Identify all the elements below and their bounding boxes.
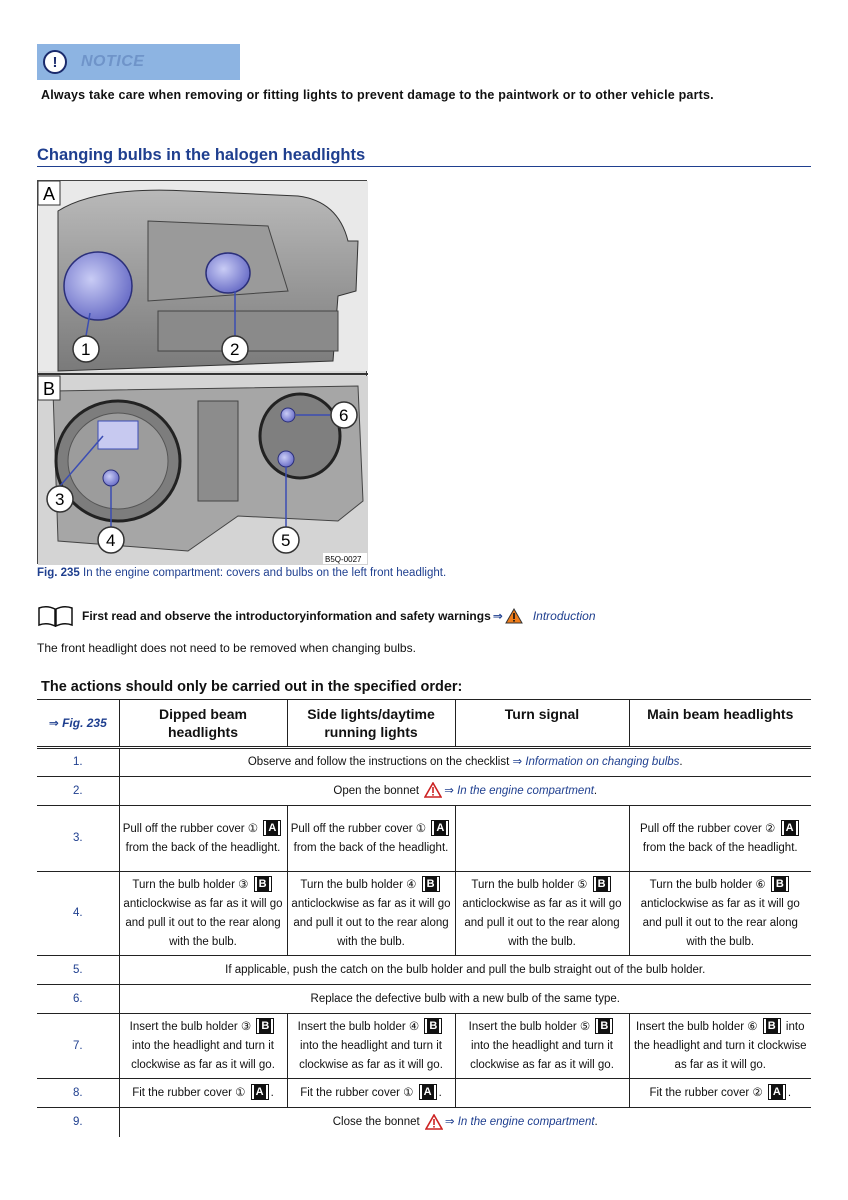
order-heading: The actions should only be carried out in the specified order: — [41, 679, 463, 695]
notice-text: Always take care when removing or fitting lights to prevent damage to the paintwork or to other vehicle parts. — [41, 88, 714, 102]
figure-ref: Fig. 235 — [37, 567, 80, 579]
steps-table — [37, 699, 811, 1137]
table-row — [37, 1079, 811, 1108]
warning-triangle-icon — [505, 608, 523, 624]
step-2-text: Open the bonnet — [333, 784, 423, 797]
cell-text: Insert the bulb holder ③ — [129, 1020, 252, 1033]
figure-caption-text: In the engine compartment: covers and bulbs on the left front headlight. — [79, 567, 447, 579]
cell-text: anticlockwise as far as it will go and pull it out to the rear along with the bulb. — [462, 897, 622, 948]
tag-label: B — [767, 1020, 776, 1033]
headlight-note: The front headlight does not need to be removed when changing bulbs. — [37, 641, 416, 655]
warning-triangle-icon — [424, 782, 442, 798]
figure-tag-b — [593, 876, 611, 892]
cell-text: Turn the bulb holder ③ — [132, 878, 249, 891]
step-cell — [455, 1014, 629, 1079]
figure-tag-a — [431, 820, 449, 836]
cell-text: Insert the bulb holder ④ — [297, 1020, 420, 1033]
read-first-text: First read and observe the introductoryinformation and safety warnings — [82, 609, 491, 623]
tag-label: A — [436, 822, 445, 835]
checklist-link[interactable]: Information on changing bulbs — [525, 756, 680, 768]
step-2-arrow: ⇒ — [444, 784, 454, 797]
step-cell — [287, 872, 455, 956]
figure-tag-b — [424, 1018, 442, 1034]
exclamation-icon: ! — [43, 50, 67, 74]
tag-label: A — [772, 1086, 781, 1099]
cell-text: Pull off the rubber cover ① — [290, 822, 427, 835]
cell-end: . — [787, 1086, 792, 1099]
callout-6: 6 — [339, 406, 349, 425]
tag-label: A — [268, 822, 277, 835]
table-row — [37, 777, 811, 806]
figure-tag-b — [256, 1018, 274, 1034]
step-number: 2. — [37, 777, 119, 806]
step-number: 8. — [37, 1079, 119, 1108]
cell-text: into the headlight and turn it clockwise as far as it will go. — [299, 1039, 443, 1071]
figure-tag-a — [263, 820, 281, 836]
step-cell — [119, 1079, 287, 1108]
cell-text: anticlockwise as far as it will go and pull it out to the rear along with the bulb. — [640, 897, 800, 948]
cell-text: from the back of the headlight. — [125, 841, 281, 854]
step-number: 9. — [37, 1108, 119, 1137]
tag-label: B — [429, 1020, 438, 1033]
header-side-lights: Side lights/daytime running lights — [287, 700, 455, 748]
step-number: 4. — [37, 872, 119, 956]
step-9-end: . — [594, 1115, 598, 1128]
figure-tag-a — [251, 1084, 269, 1100]
cell-text: Pull off the rubber cover ② — [639, 822, 776, 835]
figure-tag-a — [768, 1084, 786, 1100]
step-1-arrow: ⇒ — [512, 756, 523, 768]
figure-tag-b — [422, 876, 440, 892]
cell-text: into the headlight and turn it clockwise as far as it will go. — [470, 1039, 614, 1071]
table-row — [37, 1108, 811, 1137]
step-cell — [287, 1014, 455, 1079]
step-9-text: Close the bonnet — [332, 1115, 423, 1128]
tag-label: B — [775, 878, 784, 891]
panel-a-label: A — [43, 184, 56, 204]
cell-text: anticlockwise as far as it will go and pull it out to the rear along with the bulb. — [123, 897, 283, 948]
introduction-link[interactable]: Introduction — [532, 609, 596, 623]
cell-text: Turn the bulb holder ⑤ — [471, 878, 588, 891]
engine-compartment-link[interactable]: In the engine compartment — [457, 784, 594, 797]
headlight-figure — [37, 180, 367, 564]
notice-banner — [37, 44, 240, 80]
figure-tag-a — [781, 820, 799, 836]
header-fig-ref[interactable]: ⇒ Fig. 235 — [37, 700, 119, 748]
cell-text: from the back of the headlight. — [642, 841, 798, 854]
header-turn-signal: Turn signal — [455, 700, 629, 748]
step-cell — [287, 1079, 455, 1108]
cell-text: Turn the bulb holder ⑥ — [649, 878, 766, 891]
engine-compartment-link[interactable]: In the engine compartment — [457, 1115, 595, 1128]
tag-label: A — [423, 1086, 432, 1099]
step-text — [119, 777, 811, 806]
cell-text: into the headlight and turn it clockwise as far as it will go. — [633, 1020, 807, 1071]
header-main-beam: Main beam headlights — [629, 700, 811, 748]
step-number: 5. — [37, 956, 119, 985]
table-row — [37, 985, 811, 1014]
table-row — [37, 748, 811, 777]
cell-text: Insert the bulb holder ⑤ — [468, 1020, 591, 1033]
callout-5: 5 — [281, 531, 291, 550]
step-number: 6. — [37, 985, 119, 1014]
read-first-row — [37, 605, 596, 627]
tag-label: A — [785, 822, 794, 835]
table-row — [37, 1014, 811, 1079]
cell-text: anticlockwise as far as it will go and pull it out to the rear along with the bulb. — [291, 897, 451, 948]
step-1-text: Observe and follow the instructions on the checklist — [247, 756, 513, 768]
table-row — [37, 956, 811, 985]
cell-end: . — [270, 1086, 274, 1099]
step-2-end: . — [593, 784, 598, 797]
tag-label: B — [597, 878, 606, 891]
cell-text: Pull off the rubber cover ① — [122, 822, 259, 835]
step-cell — [629, 806, 811, 872]
warning-triangle-icon — [425, 1114, 443, 1130]
callout-3: 3 — [55, 490, 65, 509]
step-cell — [287, 806, 455, 872]
step-cell-empty — [455, 806, 629, 872]
callout-2: 2 — [230, 340, 240, 359]
step-number: 3. — [37, 806, 119, 872]
book-icon — [37, 605, 74, 627]
step-text: If applicable, push the catch on the bulb holder and pull the bulb straight out of the bulb holder. — [119, 956, 811, 985]
step-cell — [629, 1014, 811, 1079]
headlight-illustration — [38, 181, 368, 565]
figure-caption — [37, 567, 446, 579]
tag-label: B — [426, 878, 435, 891]
cell-text: Turn the bulb holder ④ — [300, 878, 417, 891]
table-header-row — [37, 700, 811, 748]
step-number: 1. — [37, 748, 119, 777]
figure-code: B5Q-0027 — [325, 555, 362, 564]
figure-tag-b — [595, 1018, 613, 1034]
panel-b-label: B — [43, 379, 56, 399]
cell-text: Fit the rubber cover ① — [300, 1086, 414, 1099]
cell-text: into the headlight and turn it clockwise as far as it will go. — [131, 1039, 275, 1071]
step-cell-empty — [455, 1079, 629, 1108]
step-cell — [629, 872, 811, 956]
callout-1: 1 — [81, 340, 91, 359]
notice-title: NOTICE — [81, 53, 145, 70]
step-cell — [119, 872, 287, 956]
figure-tag-b — [763, 1018, 781, 1034]
read-first-arrow: ⇒ — [492, 609, 503, 623]
step-text: Replace the defective bulb with a new bulb of the same type. — [119, 985, 811, 1014]
step-cell — [455, 872, 629, 956]
step-cell — [629, 1079, 811, 1108]
table-row — [37, 872, 811, 956]
step-cell — [119, 806, 287, 872]
section-title: Changing bulbs in the halogen headlights — [37, 146, 811, 167]
tag-label: B — [600, 1020, 609, 1033]
step-1-end: . — [679, 756, 683, 768]
cell-end: . — [438, 1086, 442, 1099]
cell-text: Insert the bulb holder ⑥ — [636, 1020, 758, 1033]
tag-label: B — [261, 1020, 270, 1033]
cell-text: from the back of the headlight. — [293, 841, 449, 854]
header-dipped-beam: Dipped beam headlights — [119, 700, 287, 748]
step-9-arrow: ⇒ — [444, 1115, 455, 1128]
callout-4: 4 — [106, 531, 116, 550]
table-row — [37, 806, 811, 872]
step-cell — [119, 1014, 287, 1079]
cell-text: Fit the rubber cover ② — [649, 1086, 763, 1099]
step-text — [119, 1108, 811, 1137]
step-text — [119, 748, 811, 777]
tag-label: A — [255, 1086, 264, 1099]
tag-label: B — [258, 878, 267, 891]
cell-text: Fit the rubber cover ① — [132, 1086, 246, 1099]
figure-tag-b — [254, 876, 272, 892]
figure-tag-a — [419, 1084, 437, 1100]
step-number: 7. — [37, 1014, 119, 1079]
figure-tag-b — [771, 876, 789, 892]
